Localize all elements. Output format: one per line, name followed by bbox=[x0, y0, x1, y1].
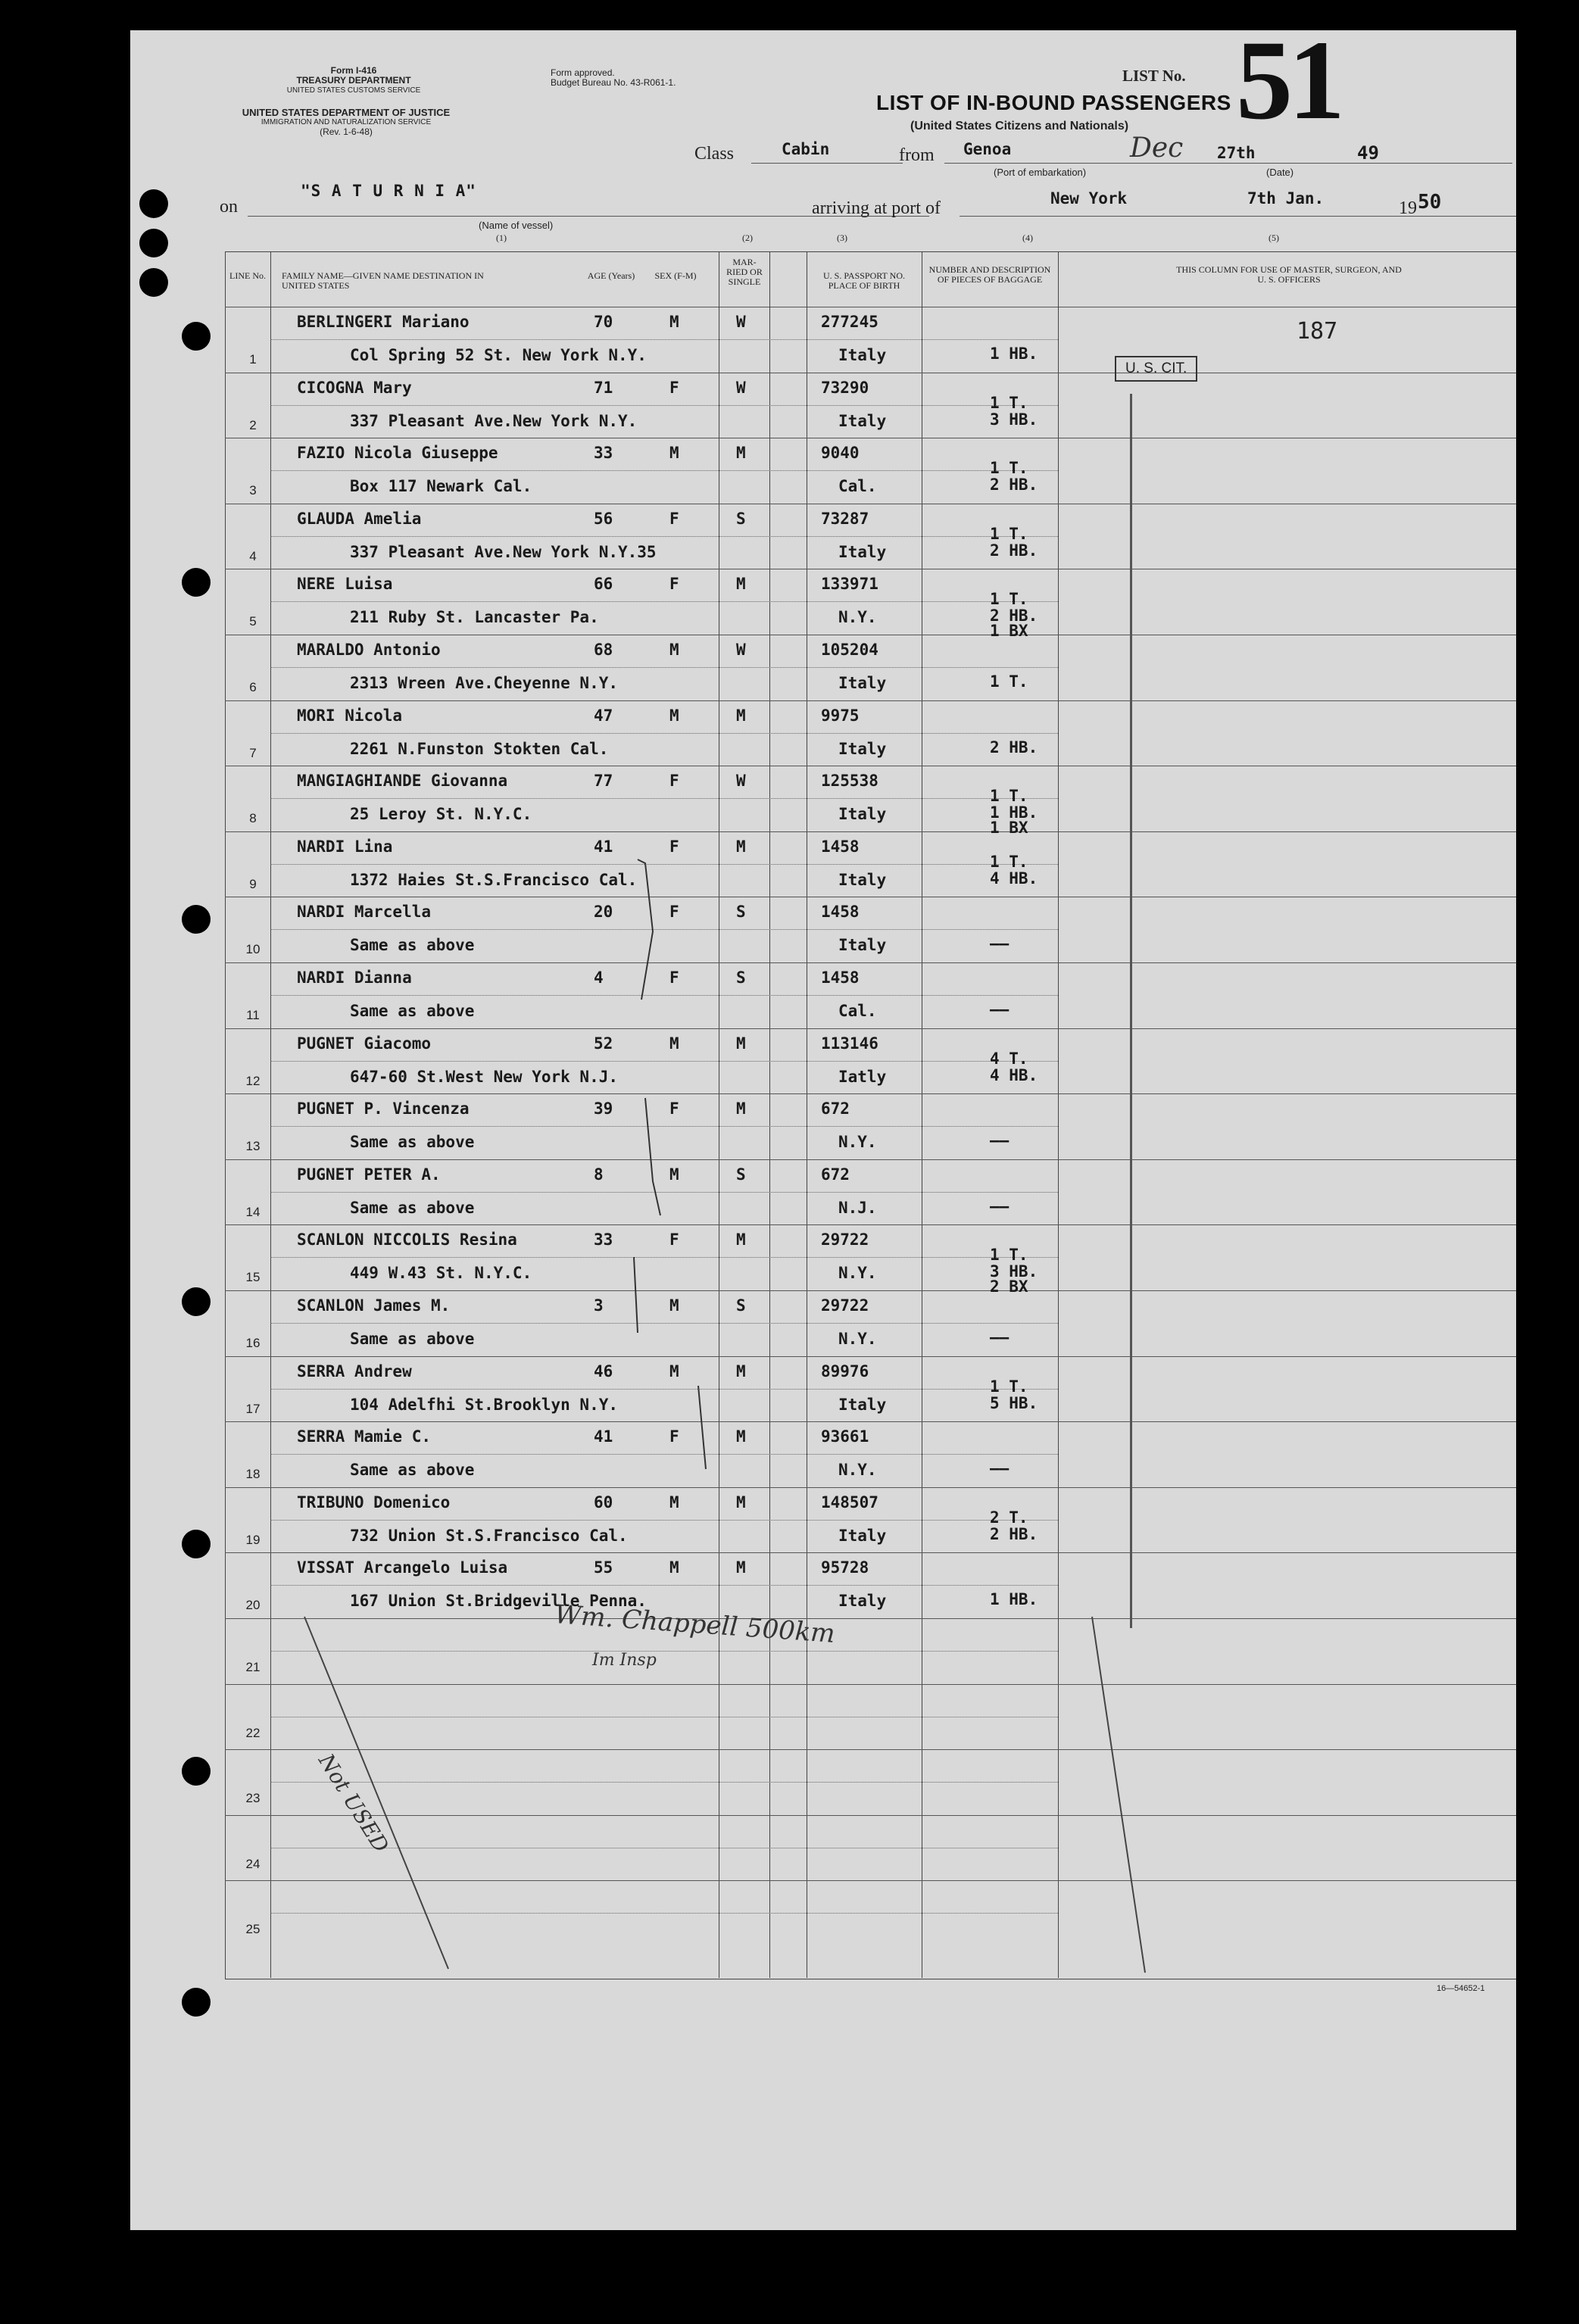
baggage-line-2: 1 HB. bbox=[990, 345, 1038, 363]
form-number: Form I-416 bbox=[330, 65, 377, 76]
marital-status: S bbox=[736, 1165, 746, 1184]
ins-service: IMMIGRATION AND NATURALIZATION SERVICE bbox=[261, 118, 432, 126]
passport-number: 113146 bbox=[821, 1034, 878, 1053]
line-number: 7 bbox=[249, 746, 257, 760]
passenger-age: 55 bbox=[594, 1558, 613, 1577]
passenger-sex: F bbox=[669, 1427, 679, 1446]
marital-status: M bbox=[736, 444, 746, 462]
place-of-birth: Italy bbox=[838, 1527, 887, 1545]
line-number: 17 bbox=[245, 1402, 261, 1416]
destination-address: Box 117 Newark Cal. bbox=[350, 477, 532, 495]
baggage-line-2: 3 HB. bbox=[990, 410, 1038, 429]
place-of-birth: Italy bbox=[838, 674, 887, 692]
col-line-no: LINE No. bbox=[229, 270, 266, 281]
passenger-age: 47 bbox=[594, 707, 613, 725]
arrival-year: 50 bbox=[1418, 191, 1442, 214]
destination-address: 732 Union St.S.Francisco Cal. bbox=[350, 1527, 628, 1545]
passport-number: 133971 bbox=[821, 575, 878, 593]
on-label: on bbox=[220, 197, 238, 217]
passenger-sex: F bbox=[669, 510, 679, 528]
list-number: 51 bbox=[1236, 30, 1340, 143]
col-sex: SEX (F-M) bbox=[654, 270, 697, 281]
passport-number: 672 bbox=[821, 1100, 850, 1118]
baggage-line-2: 2 HB. bbox=[990, 738, 1038, 756]
baggage-line-1: 4 T. bbox=[990, 1050, 1028, 1068]
passenger-name: FAZIO Nicola Giuseppe bbox=[297, 444, 498, 462]
marital-status: S bbox=[736, 903, 746, 921]
passenger-sex: F bbox=[669, 772, 679, 790]
destination-address: 25 Leroy St. N.Y.C. bbox=[350, 805, 532, 823]
destination-address: 211 Ruby St. Lancaster Pa. bbox=[350, 608, 599, 626]
passenger-age: 70 bbox=[594, 313, 613, 331]
baggage-line-2: —— bbox=[990, 1131, 1009, 1150]
passenger-name: MARALDO Antonio bbox=[297, 641, 441, 659]
passenger-age: 56 bbox=[594, 510, 613, 528]
baggage-line-2: 1 HB. bbox=[990, 803, 1038, 822]
baggage-line-2: 3 HB. bbox=[990, 1262, 1038, 1281]
passport-number: 1458 bbox=[821, 838, 860, 856]
budget-bureau: Budget Bureau No. 43-R061-1. bbox=[551, 77, 676, 88]
destination-address: Same as above bbox=[350, 1199, 475, 1217]
baggage-line-1: 1 T. bbox=[990, 525, 1028, 543]
passenger-sex: F bbox=[669, 903, 679, 921]
baggage-line-2: —— bbox=[990, 1459, 1009, 1477]
destination-address: Same as above bbox=[350, 1461, 475, 1479]
passenger-age: 41 bbox=[594, 838, 613, 856]
passenger-name: CICOGNA Mary bbox=[297, 379, 412, 397]
line-number: 4 bbox=[249, 549, 257, 563]
place-of-birth: Italy bbox=[838, 1592, 887, 1610]
line-number: 12 bbox=[245, 1074, 261, 1088]
line-number: 13 bbox=[245, 1139, 261, 1153]
marital-status: W bbox=[736, 772, 746, 790]
line-number: 25 bbox=[245, 1922, 261, 1936]
baggage-line-2: —— bbox=[990, 1328, 1009, 1346]
embark-year: 49 bbox=[1357, 142, 1379, 164]
from-label: from bbox=[899, 145, 935, 165]
passenger-sex: M bbox=[669, 641, 679, 659]
place-of-birth: N.Y. bbox=[838, 1330, 877, 1348]
baggage-line-2: 2 HB. bbox=[990, 1525, 1038, 1543]
place-of-birth: Italy bbox=[838, 412, 887, 430]
passenger-sex: M bbox=[669, 1034, 679, 1053]
marital-status: M bbox=[736, 1558, 746, 1577]
baggage-line-1: 1 T. bbox=[990, 1246, 1028, 1264]
passport-number: 73287 bbox=[821, 510, 869, 528]
cancel-lines bbox=[130, 30, 1516, 2230]
form-title: LIST OF IN-BOUND PASSENGERS bbox=[876, 91, 1231, 114]
line-number: 16 bbox=[245, 1336, 261, 1350]
passenger-age: 3 bbox=[594, 1296, 604, 1315]
passport-number: 125538 bbox=[821, 772, 878, 790]
place-of-birth: Italy bbox=[838, 936, 887, 954]
us-citizen-stamp: U. S. CIT. bbox=[1115, 356, 1197, 382]
passenger-sex: M bbox=[669, 707, 679, 725]
passport-number: 672 bbox=[821, 1165, 850, 1184]
passport-number: 93661 bbox=[821, 1427, 869, 1446]
baggage-line-1: 1 T. bbox=[990, 853, 1028, 871]
destination-address: 2313 Wreen Ave.Cheyenne N.Y. bbox=[350, 674, 619, 692]
place-of-birth: Italy bbox=[838, 346, 887, 364]
place-of-birth: Cal. bbox=[838, 477, 877, 495]
baggage-line-3: 1 BX bbox=[990, 819, 1028, 837]
destination-address: 337 Pleasant Ave.New York N.Y.35 bbox=[350, 543, 657, 561]
passenger-sex: F bbox=[669, 575, 679, 593]
line-number: 1 bbox=[249, 352, 257, 367]
col-passport: U. S. PASSPORT NO. PLACE OF BIRTH bbox=[823, 270, 905, 291]
passenger-sex: M bbox=[669, 1165, 679, 1184]
passenger-age: 39 bbox=[594, 1100, 613, 1118]
place-of-birth: N.Y. bbox=[838, 1264, 877, 1282]
baggage-line-1: 1 T. bbox=[990, 1377, 1028, 1396]
marital-status: M bbox=[736, 1100, 746, 1118]
justice-department: UNITED STATES DEPARTMENT OF JUSTICE bbox=[242, 107, 451, 118]
baggage-line-2: 4 HB. bbox=[990, 1066, 1038, 1084]
passport-number: 89976 bbox=[821, 1362, 869, 1380]
line-number: 20 bbox=[245, 1598, 261, 1612]
line-number: 18 bbox=[245, 1467, 261, 1481]
line-number: 15 bbox=[245, 1270, 261, 1284]
baggage-line-3: 1 BX bbox=[990, 622, 1028, 640]
line-number: 21 bbox=[245, 1660, 261, 1674]
passport-number: 277245 bbox=[821, 313, 878, 331]
passenger-age: 46 bbox=[594, 1362, 613, 1380]
line-number: 3 bbox=[249, 483, 257, 498]
destination-address: 449 W.43 St. N.Y.C. bbox=[350, 1264, 532, 1282]
place-of-birth: Italy bbox=[838, 543, 887, 561]
passenger-name: MANGIAGHIANDE Giovanna bbox=[297, 772, 508, 790]
baggage-line-2: 1 T. bbox=[990, 672, 1028, 691]
port-embarkation-caption: (Port of embarkation) bbox=[994, 167, 1087, 178]
treasury-department: TREASURY DEPARTMENT bbox=[296, 75, 411, 86]
line-number: 2 bbox=[249, 418, 257, 432]
inspector-signature: Wm. Chappell 500km bbox=[554, 1599, 836, 1649]
baggage-line-1: 1 T. bbox=[990, 590, 1028, 608]
place-of-birth: Iatly bbox=[838, 1068, 887, 1086]
line-number: 9 bbox=[249, 877, 257, 891]
passenger-name: MORI Nicola bbox=[297, 707, 403, 725]
passenger-sex: F bbox=[669, 1231, 679, 1249]
footer-code: 16—54652-1 bbox=[1437, 1984, 1485, 1993]
col-baggage: NUMBER AND DESCRIPTION OF PIECES OF BAGGAGE bbox=[928, 264, 1051, 285]
baggage-line-2: 2 HB. bbox=[990, 476, 1038, 494]
destination-address: 647-60 St.West New York N.J. bbox=[350, 1068, 619, 1086]
line-number: 5 bbox=[249, 614, 257, 629]
place-of-birth: Italy bbox=[838, 740, 887, 758]
passenger-age: 52 bbox=[594, 1034, 613, 1053]
vessel-name: "S A T U R N I A" bbox=[301, 182, 476, 200]
date-caption: (Date) bbox=[1266, 167, 1294, 178]
passenger-name: PUGNET PETER A. bbox=[297, 1165, 441, 1184]
baggage-line-2: 2 HB. bbox=[990, 607, 1038, 625]
baggage-line-2: 4 HB. bbox=[990, 869, 1038, 887]
baggage-line-2: 5 HB. bbox=[990, 1394, 1038, 1412]
passenger-name: PUGNET P. Vincenza bbox=[297, 1100, 470, 1118]
destination-address: Same as above bbox=[350, 1002, 475, 1020]
line-number: 22 bbox=[245, 1726, 261, 1740]
inspector-title: Im Insp bbox=[592, 1651, 657, 1670]
arrival-port: New York bbox=[1050, 189, 1128, 207]
line-number: 8 bbox=[249, 811, 257, 825]
passenger-age: 41 bbox=[594, 1427, 613, 1446]
passenger-name: SCANLON James M. bbox=[297, 1296, 451, 1315]
marital-status: S bbox=[736, 510, 746, 528]
passenger-name: SERRA Mamie C. bbox=[297, 1427, 432, 1446]
passenger-sex: F bbox=[669, 838, 679, 856]
revision: (Rev. 1-6-48) bbox=[320, 126, 373, 137]
passenger-name: BERLINGERI Mariano bbox=[297, 313, 470, 331]
destination-address: Same as above bbox=[350, 936, 475, 954]
col-officers: THIS COLUMN FOR USE OF MASTER, SURGEON, AND U. S. OFFICERS bbox=[1176, 264, 1402, 285]
embark-date-typed: 27th bbox=[1217, 144, 1256, 162]
col-num-4: (4) bbox=[1022, 232, 1033, 243]
baggage-line-1: 1 T. bbox=[990, 787, 1028, 805]
passport-number: 1458 bbox=[821, 969, 860, 987]
baggage-line-1: 1 T. bbox=[990, 394, 1028, 412]
destination-address: Same as above bbox=[350, 1133, 475, 1151]
passenger-sex: M bbox=[669, 444, 679, 462]
baggage-line-3: 2 BX bbox=[990, 1277, 1028, 1296]
passenger-age: 33 bbox=[594, 1231, 613, 1249]
line-number: 6 bbox=[249, 680, 257, 694]
marital-status: M bbox=[736, 838, 746, 856]
place-of-birth: Italy bbox=[838, 871, 887, 889]
from-value: Genoa bbox=[963, 140, 1012, 158]
destination-address: Same as above bbox=[350, 1330, 475, 1348]
passenger-name: NARDI Dianna bbox=[297, 969, 412, 987]
line-number: 10 bbox=[245, 942, 261, 956]
form-subtitle: (United States Citizens and Nationals) bbox=[910, 120, 1129, 133]
passport-number: 29722 bbox=[821, 1231, 869, 1249]
place-of-birth: N.Y. bbox=[838, 1461, 877, 1479]
place-of-birth: Italy bbox=[838, 805, 887, 823]
col-married: MAR- RIED OR SINGLE bbox=[726, 257, 763, 287]
place-of-birth: N.Y. bbox=[838, 1133, 877, 1151]
destination-address: 337 Pleasant Ave.New York N.Y. bbox=[350, 412, 638, 430]
col-num-2: (2) bbox=[742, 232, 753, 243]
passenger-name: GLAUDA Amelia bbox=[297, 510, 422, 528]
passenger-age: 66 bbox=[594, 575, 613, 593]
passenger-name: PUGNET Giacomo bbox=[297, 1034, 432, 1053]
marital-status: M bbox=[736, 1034, 746, 1053]
class-label: Class bbox=[694, 144, 735, 164]
passenger-age: 4 bbox=[594, 969, 604, 987]
line-number: 23 bbox=[245, 1791, 261, 1805]
col-num-3: (3) bbox=[837, 232, 847, 243]
destination-address: 104 Adelfhi St.Brooklyn N.Y. bbox=[350, 1396, 619, 1414]
passenger-name: NARDI Lina bbox=[297, 838, 393, 856]
baggage-line-1: 1 T. bbox=[990, 459, 1028, 477]
passenger-age: 77 bbox=[594, 772, 613, 790]
passenger-sex: F bbox=[669, 1100, 679, 1118]
place-of-birth: Italy bbox=[838, 1396, 887, 1414]
passenger-manifest-sheet bbox=[130, 30, 1516, 2230]
marital-status: M bbox=[736, 1362, 746, 1380]
passenger-age: 60 bbox=[594, 1493, 613, 1511]
list-no-label: LIST No. bbox=[1122, 67, 1186, 85]
arrival-date: 7th Jan. bbox=[1247, 189, 1325, 207]
passenger-sex: M bbox=[669, 1493, 679, 1511]
col-name: FAMILY NAME—GIVEN NAME DESTINATION IN UNITED STATES bbox=[282, 270, 484, 291]
passenger-name: NARDI Marcella bbox=[297, 903, 432, 921]
passenger-sex: M bbox=[669, 1558, 679, 1577]
baggage-line-2: —— bbox=[990, 934, 1009, 953]
passenger-sex: M bbox=[669, 1296, 679, 1315]
passenger-sex: F bbox=[669, 379, 679, 397]
passport-number: 29722 bbox=[821, 1296, 869, 1315]
place-of-birth: N.J. bbox=[838, 1199, 877, 1217]
passport-number: 73290 bbox=[821, 379, 869, 397]
passenger-age: 8 bbox=[594, 1165, 604, 1184]
passport-number: 95728 bbox=[821, 1558, 869, 1577]
marital-status: S bbox=[736, 1296, 746, 1315]
passenger-sex: F bbox=[669, 969, 679, 987]
passenger-age: 71 bbox=[594, 379, 613, 397]
marital-status: M bbox=[736, 707, 746, 725]
passenger-name: SCANLON NICCOLIS Resina bbox=[297, 1231, 517, 1249]
passport-number: 105204 bbox=[821, 641, 878, 659]
vessel-caption: (Name of vessel) bbox=[479, 220, 554, 231]
marital-status: M bbox=[736, 1231, 746, 1249]
passenger-name: NERE Luisa bbox=[297, 575, 393, 593]
line-number: 11 bbox=[246, 1008, 260, 1022]
passenger-age: 20 bbox=[594, 903, 613, 921]
class-value: Cabin bbox=[782, 140, 830, 158]
passenger-sex: M bbox=[669, 1362, 679, 1380]
passenger-age: 33 bbox=[594, 444, 613, 462]
not-used-note: Not USED bbox=[314, 1749, 394, 1858]
marital-status: M bbox=[736, 1427, 746, 1446]
destination-address: 167 Union St.Bridgeville Penna. bbox=[350, 1592, 647, 1610]
arrival-year-prefix: 19 bbox=[1399, 198, 1417, 218]
marital-status: W bbox=[736, 641, 746, 659]
passenger-name: TRIBUNO Domenico bbox=[297, 1493, 451, 1511]
form-approved: Form approved. bbox=[551, 67, 615, 78]
place-of-birth: Cal. bbox=[838, 1002, 877, 1020]
passport-number: 1458 bbox=[821, 903, 860, 921]
destination-address: 2261 N.Funston Stokten Cal. bbox=[350, 740, 609, 758]
baggage-line-2: 2 HB. bbox=[990, 541, 1038, 560]
baggage-line-2: —— bbox=[990, 1000, 1009, 1019]
line-number: 24 bbox=[245, 1857, 261, 1871]
line-number: 19 bbox=[245, 1533, 261, 1547]
baggage-line-2: 1 HB. bbox=[990, 1590, 1038, 1608]
marital-status: S bbox=[736, 969, 746, 987]
passport-number: 148507 bbox=[821, 1493, 878, 1511]
baggage-line-1: 2 T. bbox=[990, 1508, 1028, 1527]
customs-service: UNITED STATES CUSTOMS SERVICE bbox=[286, 86, 421, 95]
marital-status: W bbox=[736, 379, 746, 397]
marital-status: M bbox=[736, 575, 746, 593]
passenger-count: 187 bbox=[1297, 318, 1338, 345]
baggage-line-2: —— bbox=[990, 1197, 1009, 1215]
marital-status: M bbox=[736, 1493, 746, 1511]
marital-status: W bbox=[736, 313, 746, 331]
passenger-name: SERRA Andrew bbox=[297, 1362, 412, 1380]
passenger-name: VISSAT Arcangelo Luisa bbox=[297, 1558, 508, 1577]
line-number: 14 bbox=[245, 1205, 261, 1219]
passenger-sex: M bbox=[669, 313, 679, 331]
col-num-1: (1) bbox=[496, 232, 507, 243]
passenger-age: 68 bbox=[594, 641, 613, 659]
passport-number: 9040 bbox=[821, 444, 860, 462]
arriving-label: arriving at port of bbox=[812, 198, 941, 218]
passport-number: 9975 bbox=[821, 707, 860, 725]
embark-date-handwritten: Dec bbox=[1130, 133, 1184, 164]
destination-address: 1372 Haies St.S.Francisco Cal. bbox=[350, 871, 638, 889]
place-of-birth: N.Y. bbox=[838, 608, 877, 626]
col-age: AGE (Years) bbox=[587, 270, 635, 281]
col-num-5: (5) bbox=[1269, 232, 1279, 243]
destination-address: Col Spring 52 St. New York N.Y. bbox=[350, 346, 647, 364]
